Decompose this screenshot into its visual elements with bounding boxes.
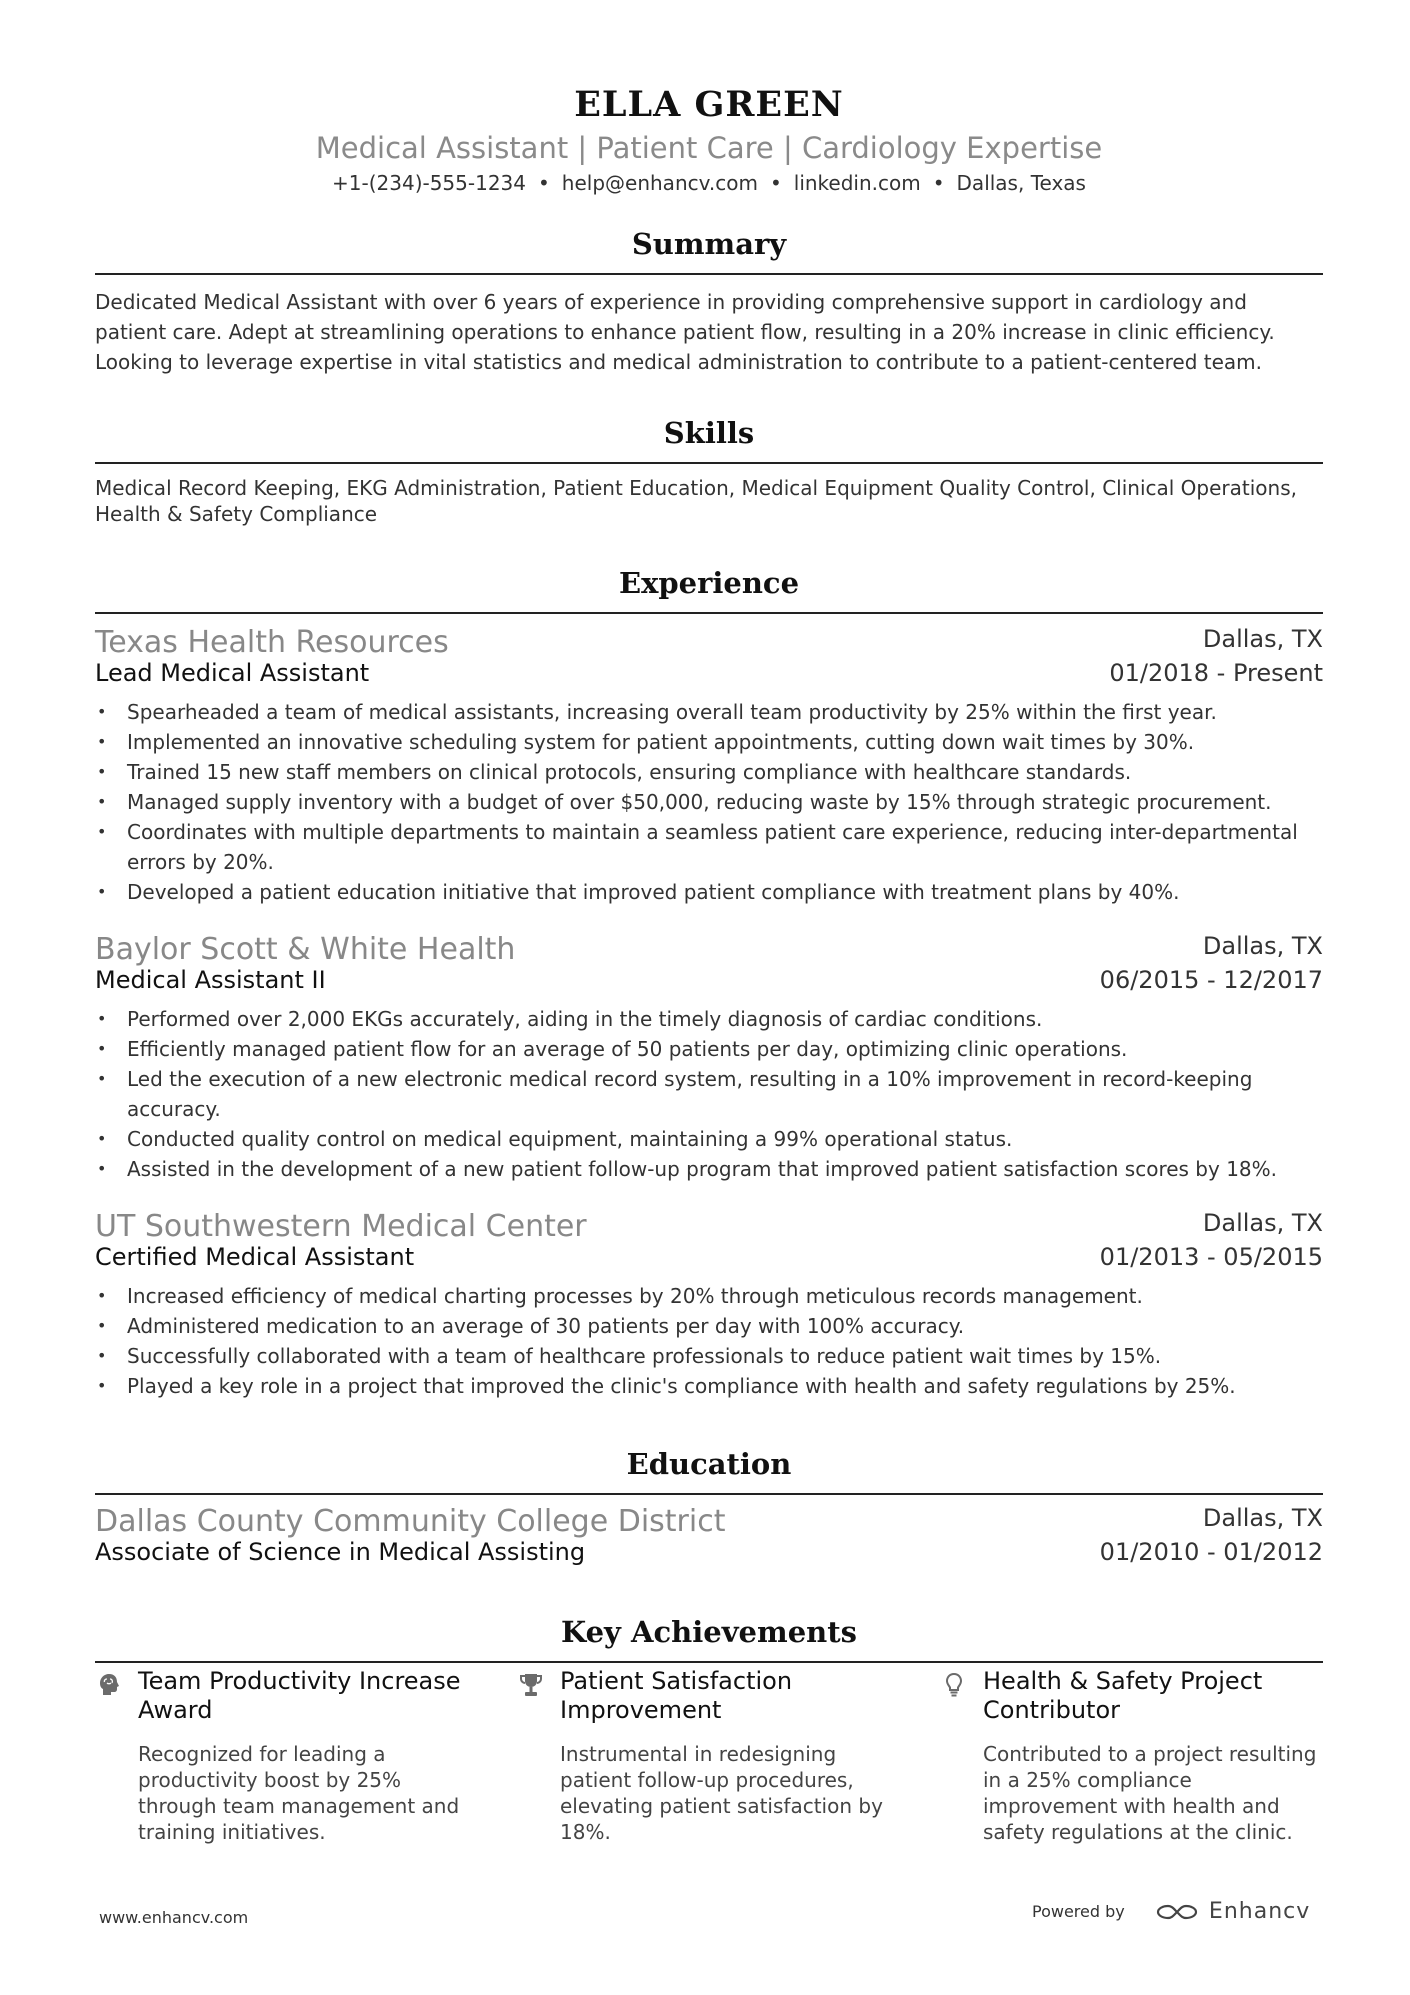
school-location: Dallas, TX bbox=[1202, 1504, 1323, 1532]
achievement-title: Health & Safety Project Contributor bbox=[983, 1667, 1263, 1724]
achievement-description: Recognized for leading a productivity boost by 25% through team management and training initiatives. bbox=[138, 1742, 460, 1844]
school-name: Dallas County Community College District bbox=[95, 1504, 726, 1539]
achievements-heading: Key Achievements bbox=[561, 1615, 857, 1649]
job-location: Dallas, TX bbox=[1202, 625, 1323, 653]
separator: • bbox=[538, 171, 550, 195]
degree: Associate of Science in Medical Assisting bbox=[95, 1538, 586, 1566]
contact-line bbox=[95, 171, 1323, 195]
brand-name: Enhancv bbox=[1208, 1899, 1311, 1924]
summary-heading: Summary bbox=[631, 227, 787, 261]
bullet-item: • Trained 15 new staff members on clinical protocols, ensuring compliance with healthcare standards. bbox=[95, 757, 1323, 787]
education-dates: 01/2010 - 01/2012 bbox=[1099, 1538, 1323, 1566]
email[interactable]: help@enhancv.com bbox=[561, 171, 758, 195]
bullet-item: • Successfully collaborated with a team of healthcare professionals to reduce patient wait times by 15%. bbox=[95, 1341, 1323, 1371]
summary-text: Dedicated Medical Assistant with over 6 years of experience in providing comprehensive support in cardiology and patient care. Adept at streamlining operations to enhance patient flow, resulting in a 20% increase in clinic efficiency. Looking to leverage expertise in vital statistics and medical administration to contribute to a patient-centered team. bbox=[95, 290, 1275, 374]
location: Dallas, Texas bbox=[956, 171, 1086, 195]
job-title: Medical Assistant II bbox=[95, 966, 326, 994]
phone[interactable]: +1-(234)-555-1234 bbox=[332, 171, 526, 195]
achievement-description: Contributed to a project resulting in a 25% compliance improvement with health and safety regulations at the clinic. bbox=[983, 1742, 1317, 1844]
job-entry bbox=[95, 625, 1323, 907]
bullet-item: • Assisted in the development of a new patient follow-up program that improved patient satisfaction scores by 18%. bbox=[95, 1154, 1323, 1184]
bullet-item: • Spearheaded a team of medical assistants, increasing overall team productivity by 25% within the first year. bbox=[95, 697, 1323, 727]
bullet-item: • Efficiently managed patient flow for an average of 50 patients per day, optimizing clinic operations. bbox=[95, 1034, 1323, 1064]
trophy-icon bbox=[517, 1671, 545, 1699]
company-name: UT Southwestern Medical Center bbox=[95, 1209, 587, 1244]
brain-icon bbox=[95, 1671, 123, 1699]
skills-text: Medical Record Keeping, EKG Administration, Patient Education, Medical Equipment Quality Control, Clinical Operations, Health & Safety Compliance bbox=[95, 476, 1297, 526]
footer-website[interactable]: www.enhancv.com bbox=[99, 1908, 249, 1927]
job-bullets bbox=[95, 1004, 1323, 1184]
section-divider bbox=[95, 612, 1323, 614]
achievement-description: Instrumental in redesigning patient follow-up procedures, elevating patient satisfaction by 18%. bbox=[560, 1742, 883, 1844]
section-divider bbox=[95, 273, 1323, 275]
job-dates: 06/2015 - 12/2017 bbox=[1099, 966, 1323, 994]
linkedin[interactable]: linkedin.com bbox=[793, 171, 921, 195]
job-location: Dallas, TX bbox=[1202, 1209, 1323, 1237]
section-divider bbox=[95, 462, 1323, 464]
job-entry bbox=[95, 1209, 1323, 1401]
job-bullets bbox=[95, 1281, 1323, 1401]
bullet-item: • Developed a patient education initiative that improved patient compliance with treatment plans by 40%. bbox=[95, 877, 1323, 907]
candidate-name: ELLA GREEN bbox=[574, 84, 844, 125]
job-location: Dallas, TX bbox=[1202, 932, 1323, 960]
bullet-item: • Increased efficiency of medical charting processes by 20% through meticulous records management. bbox=[95, 1281, 1323, 1311]
section-divider bbox=[95, 1661, 1323, 1663]
job-entry bbox=[95, 932, 1323, 1184]
bullet-item: • Managed supply inventory with a budget of over $50,000, reducing waste by 15% through strategic procurement. bbox=[95, 787, 1323, 817]
company-name: Texas Health Resources bbox=[95, 625, 449, 660]
bullet-item: • Coordinates with multiple departments to maintain a seamless patient care experience, reducing inter-departmental errors by 20%. bbox=[95, 817, 1323, 877]
separator: • bbox=[932, 171, 945, 195]
bullet-item: • Implemented an innovative scheduling system for patient appointments, cutting down wait times by 30%. bbox=[95, 727, 1323, 757]
lightbulb-icon bbox=[940, 1671, 968, 1699]
job-title: Certified Medical Assistant bbox=[95, 1243, 415, 1271]
bullet-item: • Performed over 2,000 EKGs accurately, aiding in the timely diagnosis of cardiac conditions. bbox=[95, 1004, 1323, 1034]
achievement-title: Patient Satisfaction Improvement bbox=[560, 1667, 793, 1724]
separator: • bbox=[769, 171, 782, 195]
education-entry bbox=[95, 1504, 1323, 1572]
achievement-title: Team Productivity Increase Award bbox=[138, 1667, 461, 1724]
enhancv-logo-icon bbox=[1154, 1900, 1200, 1924]
bullet-item: • Administered medication to an average of 30 patients per day with 100% accuracy. bbox=[95, 1311, 1323, 1341]
headline: Medical Assistant | Patient Care | Cardiology Expertise bbox=[315, 131, 1103, 165]
company-name: Baylor Scott & White Health bbox=[95, 932, 516, 967]
bullet-item: • Conducted quality control on medical equipment, maintaining a 99% operational status. bbox=[95, 1124, 1323, 1154]
skills-heading: Skills bbox=[663, 416, 755, 450]
job-title: Lead Medical Assistant bbox=[95, 659, 370, 687]
job-dates: 01/2018 - Present bbox=[1109, 659, 1323, 687]
job-dates: 01/2013 - 05/2015 bbox=[1099, 1243, 1323, 1271]
job-bullets bbox=[95, 697, 1323, 907]
footer-branding bbox=[1032, 1899, 1310, 1924]
section-divider bbox=[95, 1493, 1323, 1495]
bullet-item: • Played a key role in a project that improved the clinic's compliance with health and safety regulations by 25%. bbox=[95, 1371, 1323, 1401]
experience-heading: Experience bbox=[618, 566, 800, 600]
education-heading: Education bbox=[626, 1447, 792, 1481]
powered-by-label: Powered by bbox=[1032, 1902, 1125, 1921]
bullet-item: • Led the execution of a new electronic medical record system, resulting in a 10% improvement in record-keeping accuracy. bbox=[95, 1064, 1323, 1124]
